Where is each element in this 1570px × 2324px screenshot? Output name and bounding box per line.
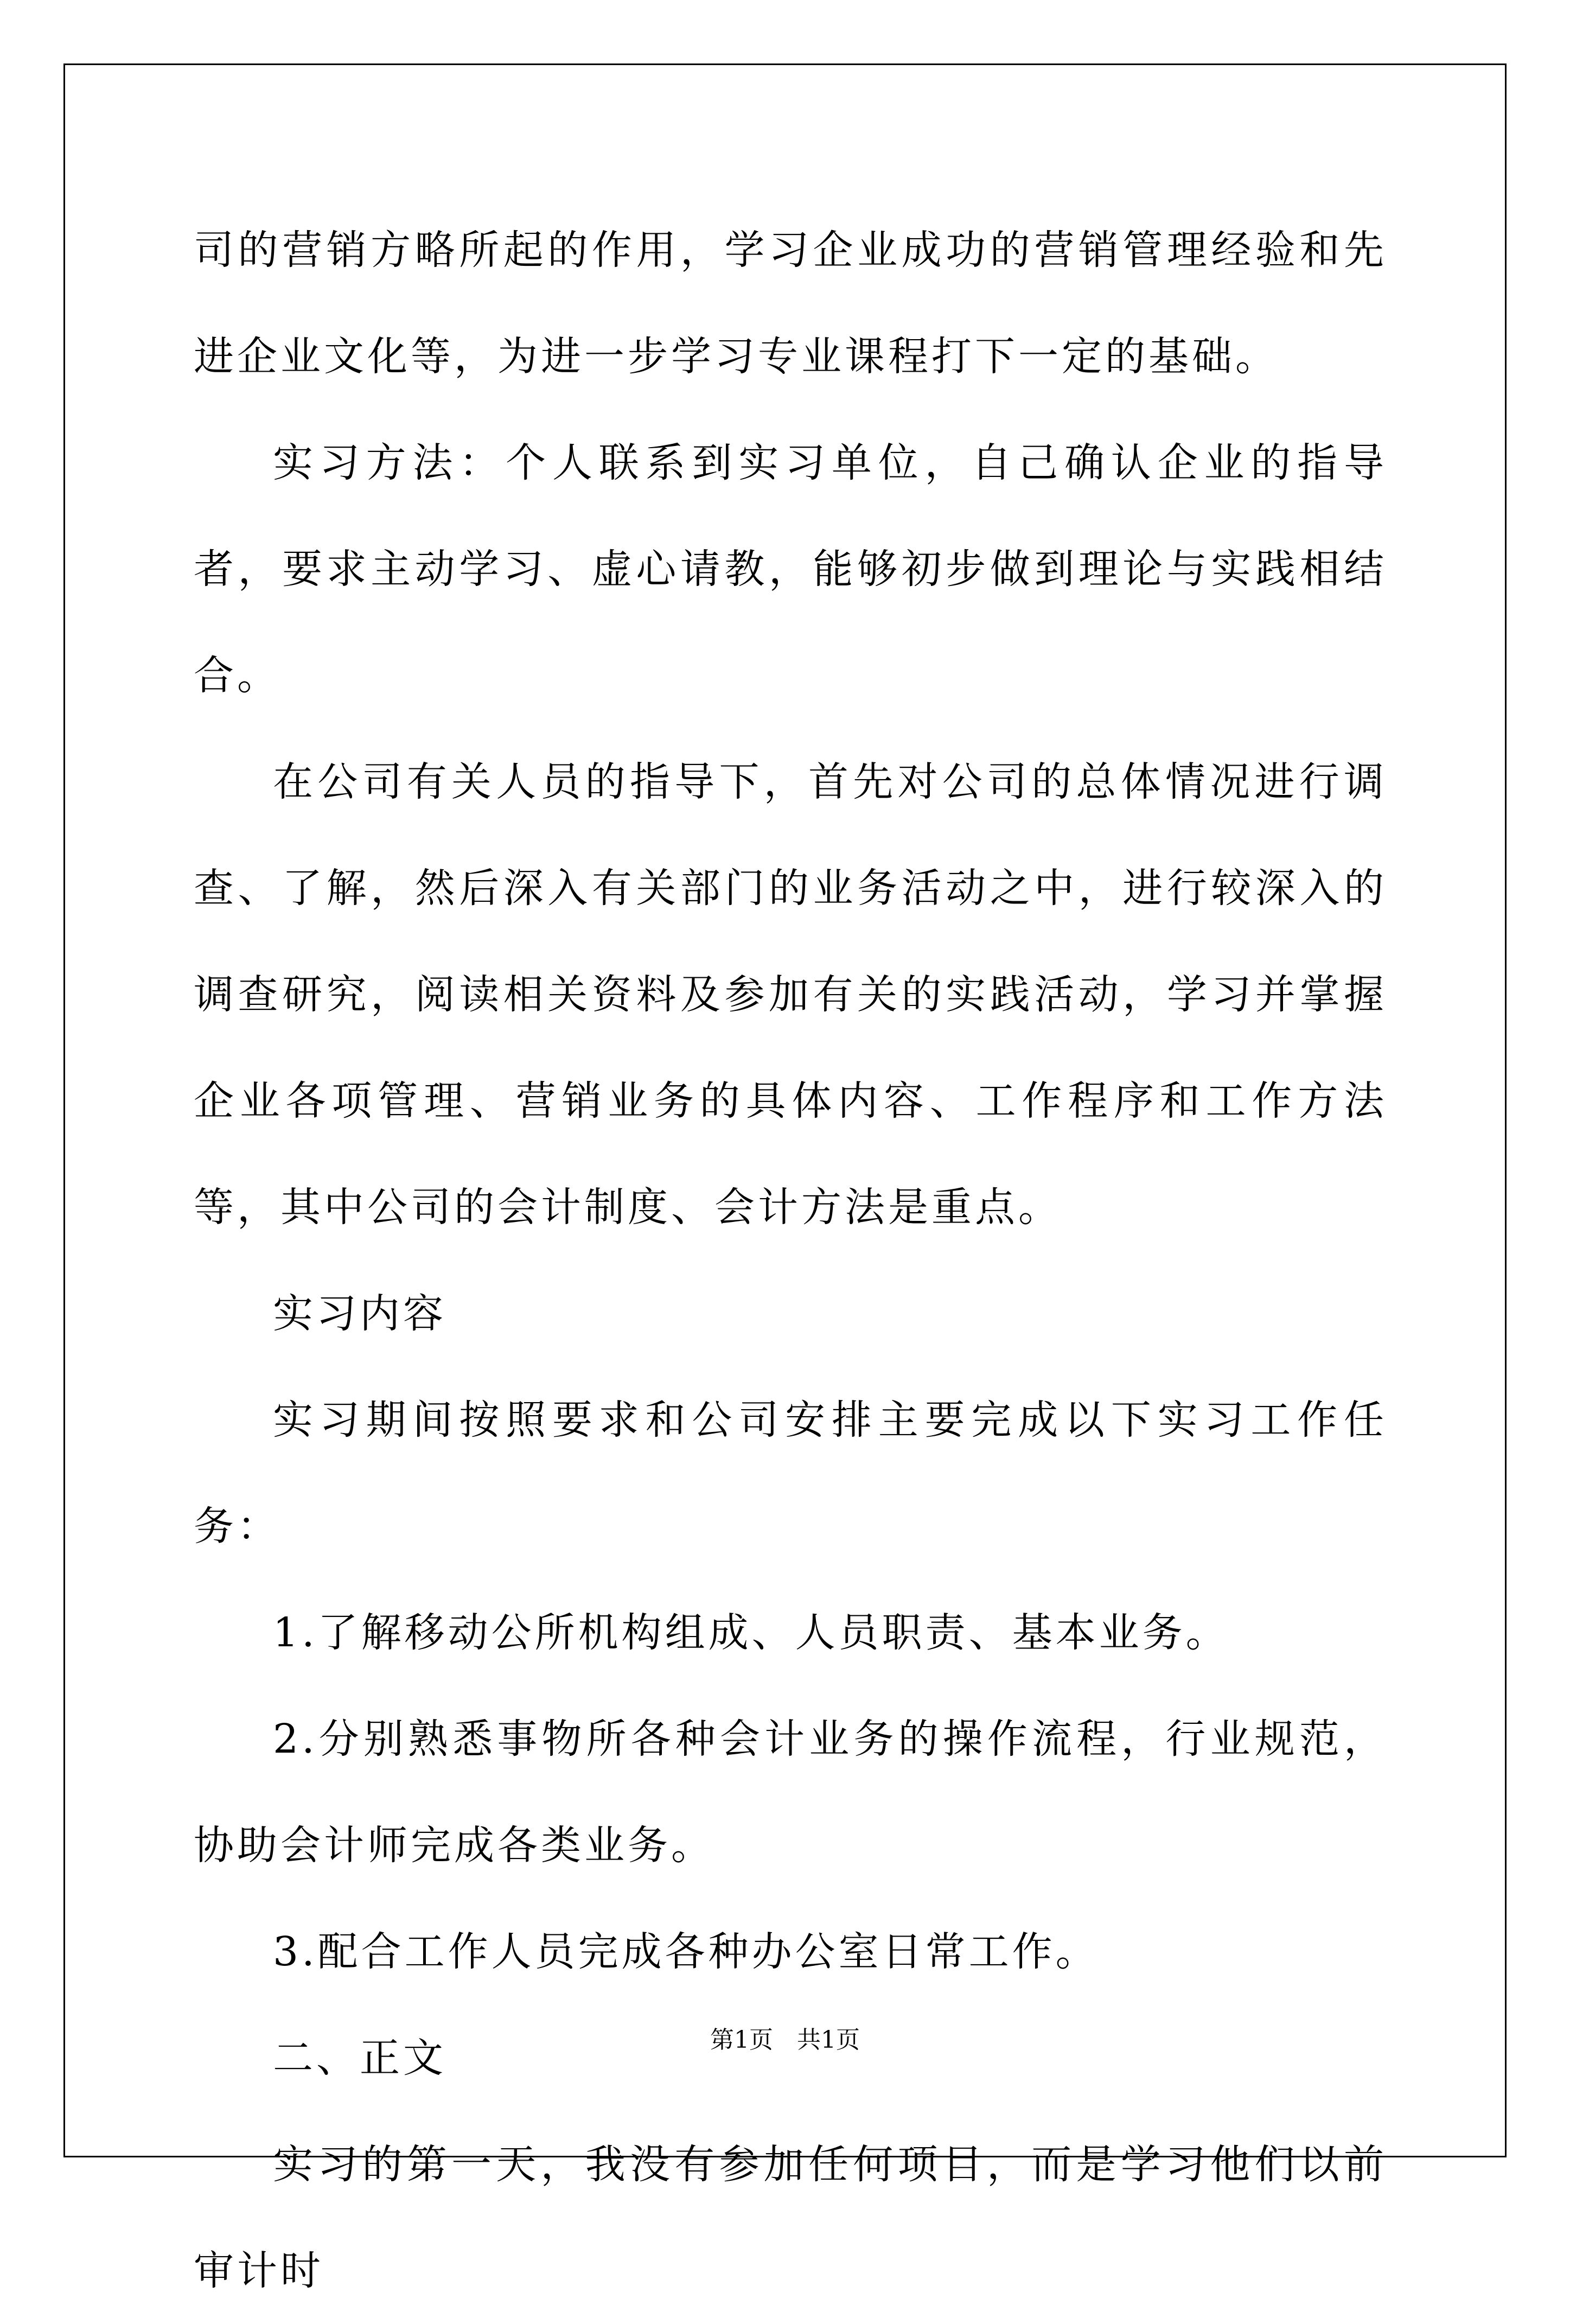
paragraph: 实习的第一天，我没有参加任何项目，而是学习他们以前审计时 <box>194 2141 1387 2294</box>
section-heading: 二、正文 <box>273 2035 446 2081</box>
list-item: 1.了解移动公所机构组成、人员职责、基本业务。 <box>273 1609 1229 1656</box>
list-item: 2.分别熟悉事物所各种会计业务的操作流程，行业规范，协助会计师完成各类业务。 <box>194 1716 1387 1869</box>
paragraph: 实习方法：个人联系到实习单位，自己确认企业的指导者，要求主动学习、虚心请教，能够初步做到理论与实践相结合。 <box>194 440 1387 699</box>
paragraph: 司的营销方略所起的作用，学习企业成功的营销管理经验和先进企业文化等，为进一步学习专业课程打下一定的基础。 <box>194 227 1387 380</box>
list-item: 3.配合工作人员完成各种办公室日常工作。 <box>273 1928 1099 1975</box>
page-number: 第1页 共1页 <box>710 2026 860 2054</box>
section-heading: 实习内容 <box>273 1290 446 1337</box>
paragraph: 在公司有关人员的指导下，首先对公司的总体情况进行调查、了解，然后深入有关部门的业务活动之中，进行较深入的调查研究，阅读相关资料及参加有关的实践活动，学习并掌握企业各项管理、营销业务的具体内容、工作程序和工作方法等，其中公司的会计制度、会计方法是重点。 <box>194 759 1387 1231</box>
paragraph: 实习期间按照要求和公司安排主要完成以下实习工作任务： <box>194 1397 1387 1550</box>
document-body <box>194 197 1387 2324</box>
